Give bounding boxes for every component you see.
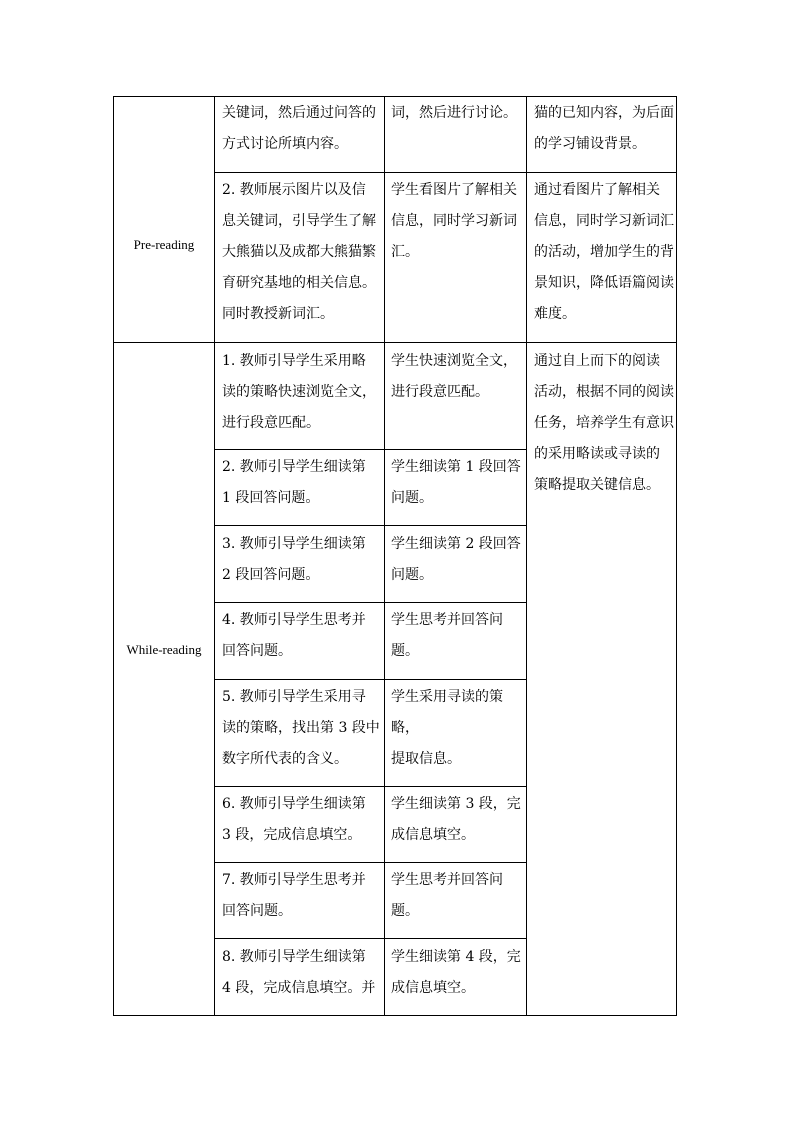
lesson-plan-table bbox=[113, 96, 677, 1016]
stage-label-pre-reading: Pre-reading bbox=[133, 237, 195, 252]
teacher-activity: 8. 教师引导学生细读第 4 段，完成信息填空。并 bbox=[222, 949, 376, 996]
column-divider bbox=[384, 97, 385, 1015]
section-divider bbox=[114, 342, 676, 343]
student-activity: 学生思考并回答问题。 bbox=[391, 872, 503, 919]
teacher-activity: 6. 教师引导学生细读第 3 段，完成信息填空。 bbox=[222, 796, 366, 843]
activity-purpose: 通过看图片了解相关 信息，同时学习新词汇 的活动，增加学生的背 景知识，降低语篇阅读 难度。 bbox=[534, 182, 674, 322]
student-activity: 学生细读第 3 段，完 成信息填空。 bbox=[391, 796, 521, 843]
teacher-activity: 4. 教师引导学生思考并 回答问题。 bbox=[222, 612, 366, 659]
row-divider bbox=[214, 679, 526, 680]
teacher-activity: 2. 教师引导学生细读第 1 段回答问题。 bbox=[222, 459, 366, 506]
row-divider bbox=[214, 602, 526, 603]
teacher-activity: 关键词，然后通过问答的 方式讨论所填内容。 bbox=[222, 105, 376, 152]
teacher-activity: 7. 教师引导学生思考并 回答问题。 bbox=[222, 872, 366, 919]
student-activity: 学生细读第 4 段，完 成信息填空。 bbox=[391, 949, 521, 996]
student-activity: 学生思考并回答问题。 bbox=[391, 612, 503, 659]
row-divider bbox=[214, 449, 526, 450]
teacher-activity: 2. 教师展示图片以及信 息关键词，引导学生了解 大熊猫以及成都大熊猫繁 育研究基地的相关信息。 同时教授新词汇。 bbox=[222, 182, 376, 322]
student-activity: 学生细读第 1 段回答 问题。 bbox=[391, 459, 521, 506]
row-divider bbox=[214, 786, 526, 787]
stage-label-while-reading: While-reading bbox=[126, 642, 202, 657]
teacher-activity: 1. 教师引导学生采用略 读的策略快速浏览全文， 进行段意匹配。 bbox=[222, 353, 376, 431]
student-activity: 学生采用寻读的策略， 提取信息。 bbox=[391, 689, 503, 767]
activity-purpose: 猫的已知内容，为后面 的学习铺设背景。 bbox=[534, 105, 674, 152]
activity-purpose: 通过自上而下的阅读 活动，根据不同的阅读 任务，培养学生有意识 的采用略读或寻读的 策略提取关键信息。 bbox=[534, 353, 674, 493]
student-activity: 词，然后进行讨论。 bbox=[391, 105, 517, 121]
row-divider bbox=[214, 525, 526, 526]
row-divider bbox=[526, 172, 676, 173]
row-divider bbox=[214, 938, 526, 939]
row-divider bbox=[214, 862, 526, 863]
student-activity: 学生快速浏览全文， 进行段意匹配。 bbox=[391, 353, 517, 400]
teacher-activity: 3. 教师引导学生细读第 2 段回答问题。 bbox=[222, 536, 366, 583]
student-activity: 学生细读第 2 段回答 问题。 bbox=[391, 536, 521, 583]
row-divider bbox=[214, 172, 526, 173]
column-divider bbox=[214, 97, 215, 1015]
teacher-activity: 5. 教师引导学生采用寻 读的策略，找出第 3 段中 数字所代表的含义。 bbox=[222, 689, 380, 767]
student-activity: 学生看图片了解相关 信息，同时学习新词 汇。 bbox=[391, 182, 517, 260]
column-divider bbox=[526, 97, 527, 1015]
